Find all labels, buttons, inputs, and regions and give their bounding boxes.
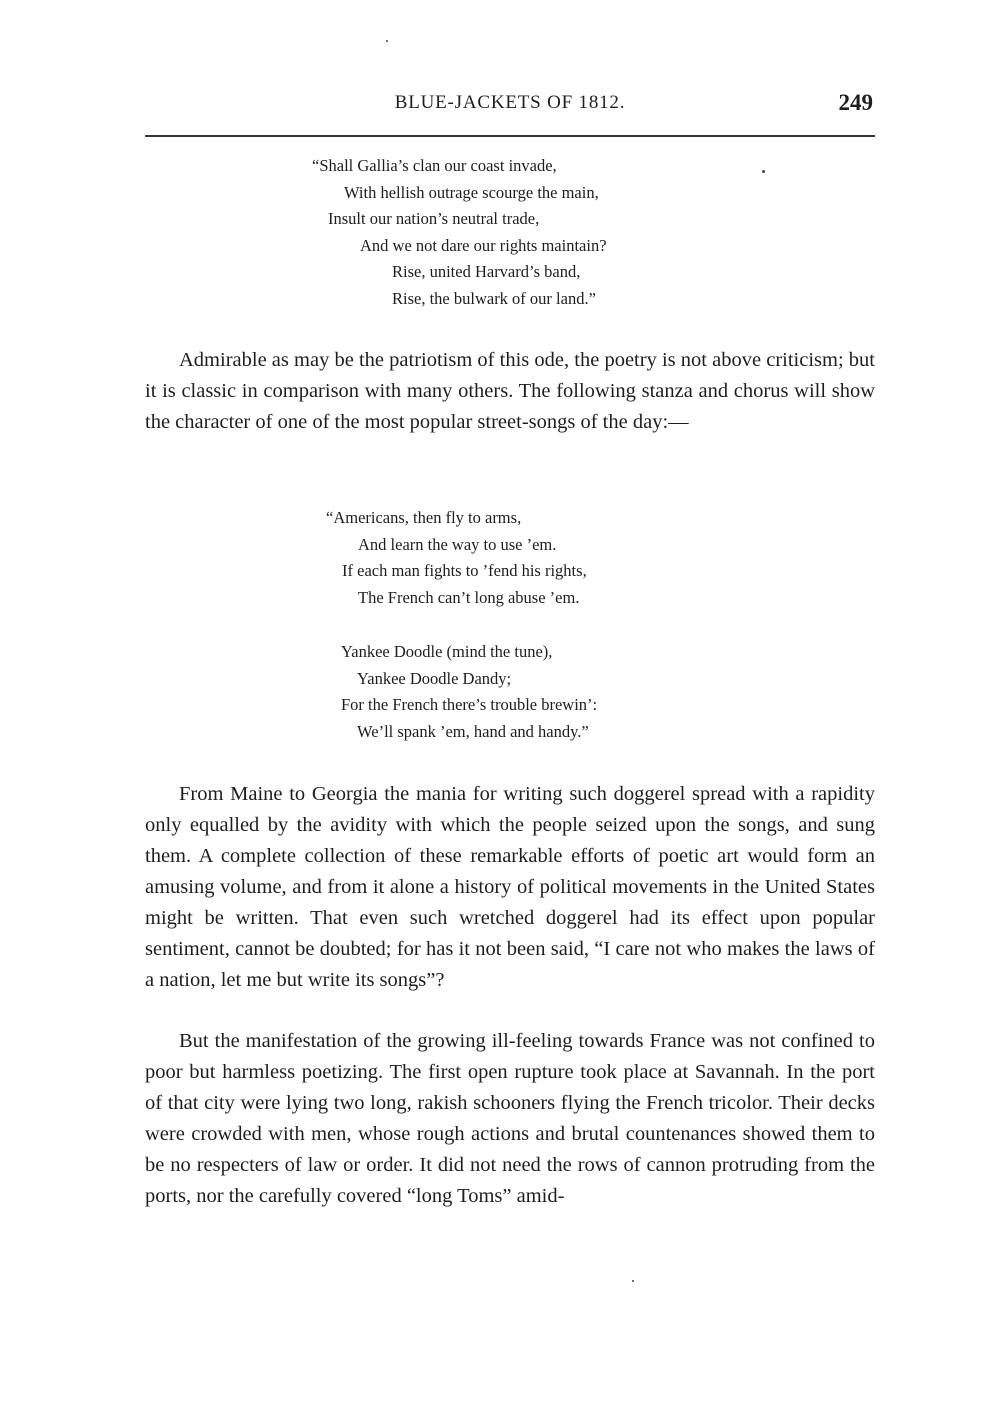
paragraph-2	[145, 779, 875, 996]
paragraph-text: From Maine to Georgia the mania for writing such doggerel spread with a rapidity only equalled by the avidity with which the people seized upon the songs, and sung them. A complete collection of these remarkable efforts of poetic art would form an amusing volume, and from it alone a history of political movements in the United States might be written. That even such wretched doggerel had its effect upon popular sentiment, cannot be doubted; for has it not been said, “I care not who makes the laws of a nation, let me but write its songs”?	[145, 783, 875, 991]
verse-line: And learn the way to use ’em.	[358, 534, 557, 554]
paragraph-3	[145, 1026, 875, 1212]
scan-speck	[386, 40, 388, 42]
verse-ode	[312, 153, 607, 312]
verse-line: “Americans, then fly to arms,	[326, 508, 522, 527]
page-number: 249	[838, 90, 873, 115]
verse-line: Insult our nation’s neutral trade,	[328, 209, 540, 228]
verse-line: Yankee Doodle (mind the tune),	[341, 642, 553, 661]
verse-song-chorus	[341, 639, 597, 745]
page-header	[145, 90, 875, 120]
header-rule	[145, 135, 875, 137]
paragraph-text: But the manifestation of the growing ill-feeling towards France was not confined to poor but harmless poetizing. The first open rupture took place at Savannah. In the port of that city were lying two long, rakish schooners flying the French tricolor. Their decks were crowded with men, whose rough actions and brutal countenances showed them to be no respecters of law or order. It did not need the rows of cannon protruding from the ports, nor the carefully covered “long Toms” amid-	[145, 1030, 875, 1207]
scan-speck	[762, 170, 765, 173]
verse-line: Yankee Doodle Dandy;	[357, 668, 512, 688]
verse-line: With hellish outrage scourge the main,	[344, 182, 599, 202]
verse-line: And we not dare our rights maintain?	[360, 235, 607, 255]
verse-line: Rise, united Harvard’s band,	[392, 262, 581, 281]
verse-song-stanza	[326, 505, 587, 611]
verse-line: The French can’t long abuse ’em.	[358, 587, 580, 607]
running-title: BLUE-JACKETS OF 1812.	[394, 92, 626, 113]
verse-line: We’ll spank ’em, hand and handy.”	[357, 721, 589, 741]
verse-line: Rise, the bulwark of our land.”	[392, 288, 596, 308]
paragraph-1	[145, 345, 875, 438]
paragraph-text: Admirable as may be the patriotism of this ode, the poetry is not above criticism; but it is classic in comparison with many others. The following stanza and chorus will show the character of one of the most popular street-songs of the day:—	[145, 349, 875, 433]
scan-speck	[632, 1280, 634, 1282]
verse-line: “Shall Gallia’s clan our coast invade,	[312, 156, 557, 175]
verse-line: If each man fights to ’fend his rights,	[342, 561, 587, 580]
verse-line: For the French there’s trouble brewin’:	[341, 695, 598, 714]
